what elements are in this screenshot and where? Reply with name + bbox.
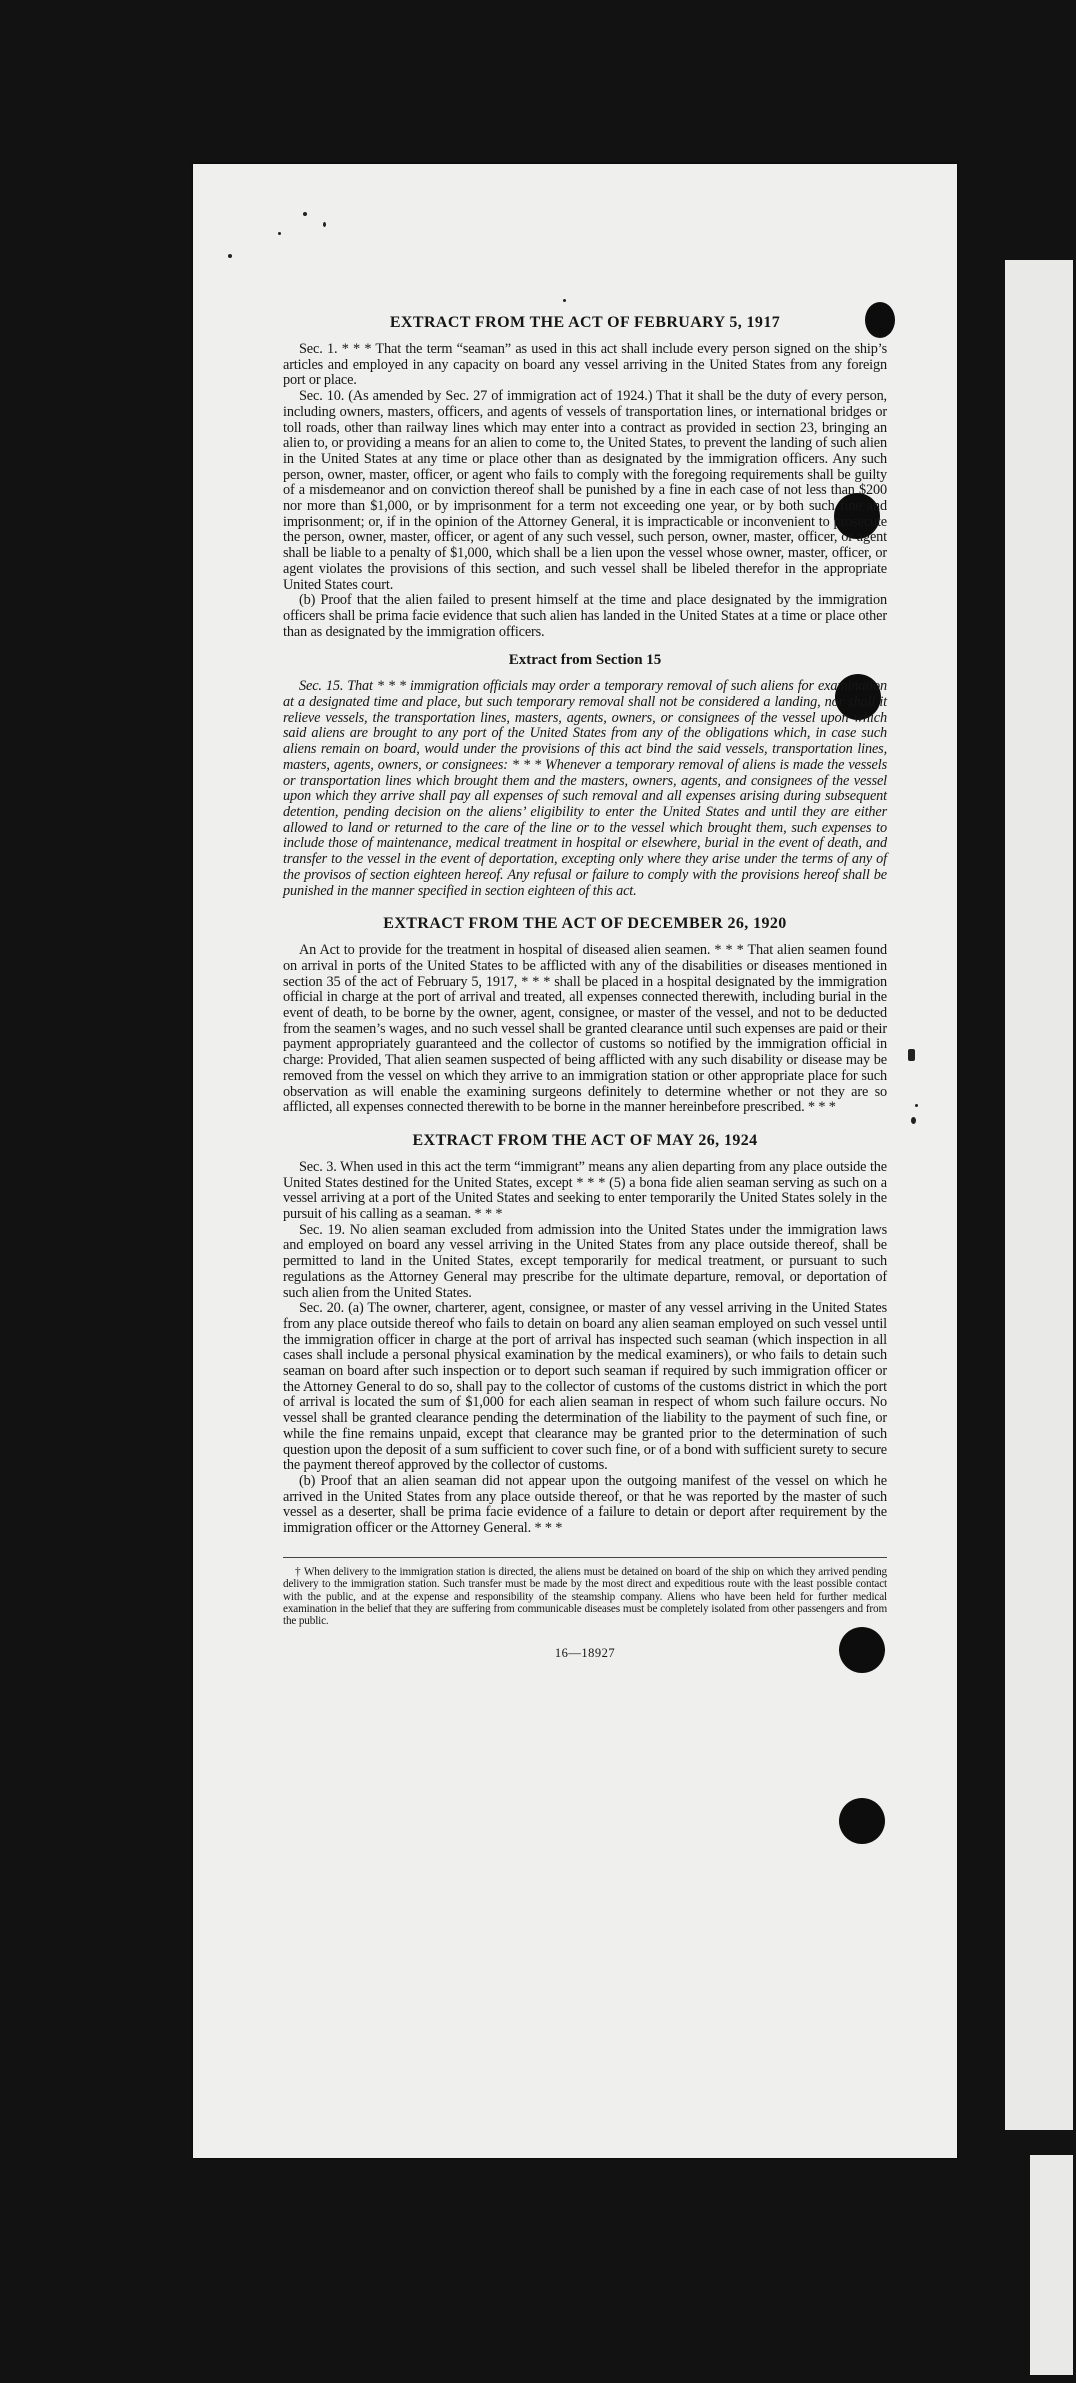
paragraph: Sec. 10. (As amended by Sec. 27 of immigration act of 1924.) That it shall be the duty of every person, including owners, masters, officers, and agents of vessels of transportation lines, or international bridges or toll roads, other than railway lines which may enter into a contract as provided in section 23, bringing an alien to, or providing a means for an alien to come to, the United States, to prevent the landing of such alien in the United States at any time or place other than as designated by the immigration officers. Any such person, owner, master, officer, or agent who fails to comply with the foregoing requirements shall be guilty of a misdemeanor and on conviction thereof shall be punished by a fine in each case of not less than $200 nor more than $1,000, or by imprisonment for a term not exceeding one year, or by both such fine and imprisonment; or, if in the opinion of the Attorney General, it is impracticable or inconvenient to prosecute the person, owner, master, officer, or agent of any such vessel, such person, owner, master, officer, or agent shall be liable to a penalty of $1,000, which shall be a lien upon the vessel whose owner, master, officer, or agent violates the provisions of this section, and such vessel shall be libeled therefor in the appropriate United States court. [283,388,887,593]
dust-speck [908,1049,915,1061]
dust-speck [911,1117,916,1124]
paragraph: Sec. 20. (a) The owner, charterer, agent, consignee, or master of any vessel arriving in the United States from any place outside thereof who fails to detain on board any alien seaman employed on such vessel until the immigration officer in charge at the port of arrival has inspected such seaman (which inspection in all cases shall include a personal physical examination by the medical examiners), or who fails to detain such seaman on board after such inspection or to deport such seaman if required by such immigration officer or the Attorney General to do so, shall pay to the collector of customs of the customs district in which the port of arrival is located the sum of $1,000 for each alien seaman in respect of whom such failure occurs. No vessel shall be granted clearance pending the determination of the liability to the payment of such fine, or while the fine remains unpaid, except that clearance may be granted prior to the determination of such question upon the deposit of a sum sufficient to cover such fine, or of a bond with sufficient surety to secure the payment thereof approved by the collector of customs. [283,1300,887,1474]
document-body [283,314,887,1661]
paragraph: An Act to provide for the treatment in hospital of diseased alien seamen. * * * That alien seamen found on arrival in ports of the United States to be afflicted with any of the disabilities or diseases mentioned in section 35 of the act of February 5, 1917, * * * shall be placed in a hospital designated by the immigration official in charge at the port of arrival and treated, all expenses connected therewith, including burial in the event of death, to be borne by the owner, agent, consignee, or master of the vessel, and not to be deducted from the seamen’s wages, and no such vessel shall be granted clearance until such expenses are paid or their payment appropriately guaranteed and the collector of customs so notified by the immigration official in charge: Provided, That alien seamen suspected of being afflicted with any such disability or disease may be removed from the vessel on which they arrive to an immigration station or other appropriate place for such observation as will enable the examining surgeons definitely to determine whether or not they are so afflicted, all expenses connected therewith to be borne in the manner hereinbefore prescribed. * * * [283,942,887,1116]
dust-speck [915,1104,918,1107]
dust-speck [323,222,326,227]
section-act-1917 [283,314,887,640]
dust-speck [563,299,566,302]
paragraph: (b) Proof that the alien failed to present himself at the time and place designated by the immigration officers shall be prima facie evidence that such alien has landed in the United States at a time or place other than as designated by the immigration officers. [283,592,887,640]
section-heading: EXTRACT FROM THE ACT OF FEBRUARY 5, 1917 [389,314,781,331]
section-act-1924 [283,1132,887,1537]
document-page [193,164,957,2158]
paragraph: Sec. 19. No alien seaman excluded from admission into the United States under the immigration laws and employed on board any vessel arriving in the United States from any place outside thereof, shall be permitted to land in the United States, except temporarily for medical treatment, or pursuant to such regulations as the Attorney General may prescribe for the ultimate departure, removal, or deportation of such alien from the United States. [283,1221,887,1301]
dust-speck [278,232,281,235]
paragraph: Sec. 3. When used in this act the term “immigrant” means any alien departing from any place outside the United States destined for the United States, except * * * (5) a bona fide alien seaman serving as such on a vessel arriving at a port of the United States and seeking to enter temporarily the United States solely in the pursuit of his calling as a seaman. * * * [283,1158,887,1223]
dust-speck [228,254,232,258]
dust-speck [303,212,307,216]
section-extract-15 [283,652,887,899]
section-act-1920 [283,915,887,1116]
section-heading: Extract from Section 15 [508,652,662,669]
film-edge-lower [1030,2155,1073,2375]
footnote-text: † When delivery to the immigration station is directed, the aliens must be detained on board of the ship on which they arrived pending delivery to the immigration station. Such transfer must be made by the most direct and expeditious route with the least possible contact with the public, and at the expense and responsibility of the steamship company. Aliens who have been held for further medical examination in the belief that they are suffering from communicable diseases must be completely isolated from other passengers and from the public. [283,1565,887,1628]
paragraph: Sec. 1. * * * That the term “seaman” as used in this act shall include every person signed on the ship’s articles and employed in any capacity on board any vessel arriving in the United States from any foreign port or place. [283,341,887,389]
page-number: 16—18927 [554,1645,616,1660]
section-heading: EXTRACT FROM THE ACT OF MAY 26, 1924 [412,1131,758,1149]
section-heading: EXTRACT FROM THE ACT OF DECEMBER 26, 1920 [383,915,787,933]
punch-hole [839,1798,885,1844]
paragraph: Sec. 15. That * * * immigration officials may order a temporary removal of such aliens for examination at a designated time and place, but such temporary removal shall not be considered a landing, nor shall it relieve vessels, the transportation lines, masters, agents, owners, or consignees of the vessel upon which said aliens are brought to any port of the United States from any of the obligations which, in case such aliens remain on board, would under the provisions of this act bind the said vessels, transportation lines, masters, agents, owners, or consignees: * * * Whenever a temporary removal of aliens is made the vessels or transportation lines which brought them and the masters, owners, agents, and consignees of the vessel upon which they arrive shall pay all expenses of such removal and all expenses arising during subsequent detention, pending decision on the aliens’ eligibility to enter the United States and until they are either allowed to land or returned to the care of the line or to the vessel which brought them, such expenses to include those of maintenance, medical treatment in hospital or elsewhere, burial in the event of death, and transfer to the vessel in the event of deportation, excepting only where they arise under the terms of any of the provisos of section eighteen hereof. Any refusal or failure to comply with the provisions hereof shall be punished in the manner specified in section eighteen of this act. [283,678,887,899]
film-edge [1005,260,1073,2130]
paragraph: (b) Proof that an alien seaman did not appear upon the outgoing manifest of the vessel on which he arrived in the United States from any place outside thereof, or that he was reported by the master of such vessel as a deserter, shall be prima facie evidence of a failure to detain or deport after requirement by the immigration officer or the Attorney General. * * * [283,1473,887,1537]
footnote [283,1557,887,1628]
